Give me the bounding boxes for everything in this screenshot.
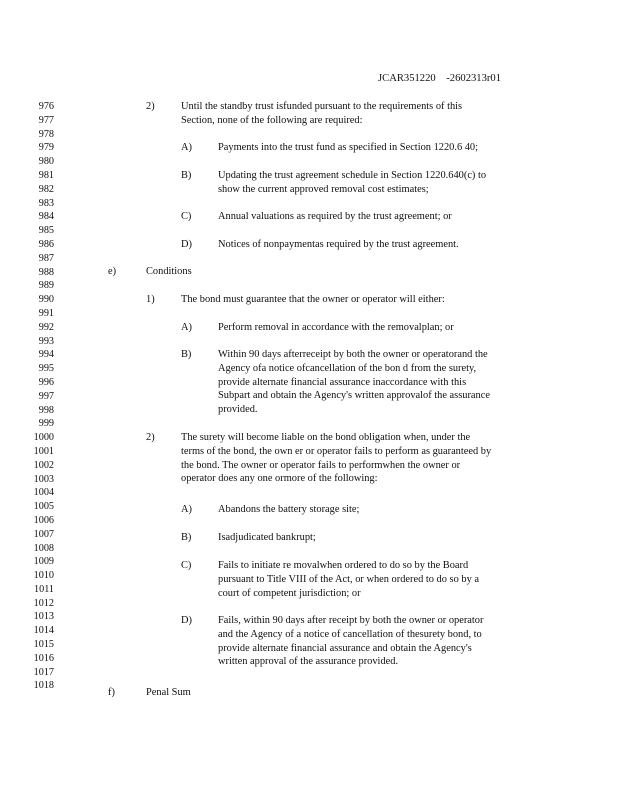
- line-number: 998: [38, 404, 54, 416]
- line-number: 987: [38, 252, 54, 264]
- item-text: [218, 614, 483, 669]
- line-number: 983: [38, 197, 54, 209]
- subsection-label: 2): [146, 432, 155, 443]
- line-number: 1005: [33, 501, 54, 513]
- section-heading: Penal Sum: [146, 687, 191, 698]
- line-number: 993: [38, 335, 54, 347]
- subsection-text: [181, 431, 491, 486]
- text-line: operator does any one ormore of the following:: [181, 473, 378, 485]
- item-label: D): [181, 239, 192, 250]
- text-line: written approval of the assurance provided.: [218, 656, 399, 668]
- line-number: 1010: [33, 570, 54, 582]
- subsection-label: 1): [146, 294, 155, 305]
- line-number: 1000: [33, 432, 54, 444]
- item-text: [218, 169, 486, 197]
- line-number: 992: [38, 321, 54, 333]
- item-text: [218, 503, 359, 517]
- line-number: 985: [38, 225, 54, 237]
- item-label: A): [181, 142, 192, 153]
- item-label: A): [181, 504, 192, 515]
- line-number: 1007: [33, 528, 54, 540]
- line-number: 986: [38, 238, 54, 250]
- text-line: Abandons the battery storage site;: [218, 504, 360, 515]
- line-number: 1016: [33, 652, 54, 664]
- item-text: [218, 321, 454, 335]
- item-text: [218, 559, 479, 600]
- item-label: B): [181, 532, 192, 543]
- line-number: 988: [38, 266, 54, 278]
- text-line: terms of the bond, the own er or operator fails to perform as guaranteed by: [181, 445, 492, 457]
- section-heading: Conditions: [146, 266, 192, 277]
- line-number: 1011: [34, 583, 54, 595]
- text-line: Section, none of the following are required:: [181, 114, 363, 126]
- line-number: 1015: [33, 639, 54, 651]
- line-number: 1001: [33, 445, 54, 457]
- line-number: 978: [38, 128, 54, 140]
- text-line: Until the standby trust isfunded pursuant to the requirements of this: [181, 101, 463, 112]
- item-text: [218, 238, 459, 252]
- line-number: 981: [38, 169, 54, 181]
- text-line: provide alternate financial assurance inaccordance with this: [218, 376, 467, 388]
- item-label: B): [181, 170, 192, 181]
- line-number: 999: [38, 418, 54, 430]
- line-number: 994: [38, 349, 54, 361]
- text-line: Perform removal in accordance with the removalplan; or: [218, 322, 454, 333]
- subsection-label: 2): [146, 101, 155, 112]
- line-number: 1003: [33, 473, 54, 485]
- item-label: C): [181, 560, 192, 571]
- text-line: Subpart and obtain the Agency's written approvalof the assurance: [218, 390, 490, 402]
- text-line: Isadjudicated bankrupt;: [218, 532, 316, 543]
- line-number: 1013: [33, 611, 54, 623]
- line-number: 979: [38, 142, 54, 154]
- item-label: D): [181, 615, 192, 626]
- text-line: and the Agency of a notice of cancellation of thesurety bond, to: [218, 628, 482, 640]
- text-line: The surety will become liable on the bond obligation when, under the: [181, 432, 471, 443]
- text-line: court of competent jurisdiction; or: [218, 587, 361, 599]
- text-line: Within 90 days afterreceipt by both the owner or operatorand the: [218, 349, 488, 360]
- line-number: 995: [38, 363, 54, 375]
- line-number: 977: [38, 114, 54, 126]
- line-number: 982: [38, 183, 54, 195]
- line-number-column: [28, 100, 54, 693]
- text-line: Annual valuations as required by the trust agreement; or: [218, 211, 452, 222]
- line-number: 1006: [33, 514, 54, 526]
- item-label: A): [181, 322, 192, 333]
- subsection-text: [181, 100, 506, 128]
- document-id-header: JCAR351220 -2602313r01: [378, 73, 502, 84]
- text-line: Payments into the trust fund as specified in Section 1220.6 40;: [218, 142, 479, 153]
- line-number: 996: [38, 376, 54, 388]
- section-label: e): [108, 266, 117, 277]
- line-number: 976: [38, 101, 54, 112]
- line-number: 1004: [33, 487, 54, 499]
- line-number: 989: [38, 280, 54, 292]
- section-label: f): [108, 687, 115, 698]
- text-line: Agency ofa notice ofcancellation of the bon d from the surety,: [218, 362, 477, 374]
- line-number: 1002: [33, 459, 54, 471]
- line-number: 997: [38, 390, 54, 402]
- item-text: [218, 348, 490, 417]
- text-line: provided.: [218, 404, 258, 416]
- line-number: 1014: [33, 625, 54, 637]
- line-number: 980: [38, 156, 54, 168]
- text-line: pursuant to Title VIII of the Act, or when ordered to do so by a: [218, 573, 479, 585]
- text-line: Fails to initiate re movalwhen ordered to do so by the Board: [218, 560, 469, 571]
- line-number: 1018: [33, 680, 54, 692]
- text-line: provide alternate financial assurance and obtain the Agency's: [218, 642, 472, 654]
- line-number: 991: [38, 307, 54, 319]
- text-line: The bond must guarantee that the owner or operator will either:: [181, 294, 445, 305]
- text-line: the bond. The owner or operator fails to performwhen the owner or: [181, 459, 461, 471]
- line-number: 984: [38, 211, 54, 223]
- line-number: 990: [38, 294, 54, 306]
- item-text: [218, 210, 452, 224]
- text-line: Notices of nonpaymentas required by the trust agreement.: [218, 239, 459, 250]
- subsection-text: [181, 293, 445, 307]
- item-text: [218, 531, 316, 545]
- text-line: Fails, within 90 days after receipt by both the owner or operator: [218, 615, 484, 626]
- item-label: C): [181, 211, 192, 222]
- item-label: B): [181, 349, 192, 360]
- line-number: 1017: [33, 666, 54, 678]
- line-number: 1008: [33, 542, 54, 554]
- item-text: [218, 141, 478, 155]
- line-number: 1009: [33, 556, 54, 568]
- line-number: 1012: [33, 597, 54, 609]
- text-line: Updating the trust agreement schedule in Section 1220.640(c) to: [218, 170, 487, 181]
- text-line: show the current approved removal cost estimates;: [218, 183, 429, 195]
